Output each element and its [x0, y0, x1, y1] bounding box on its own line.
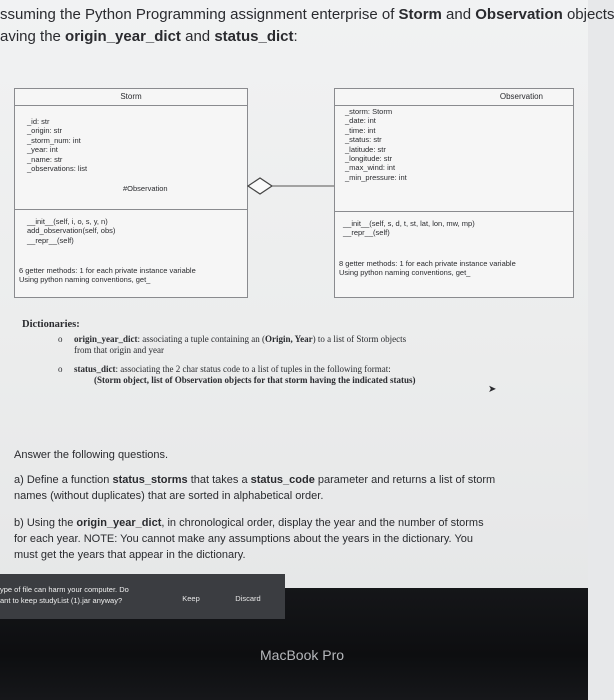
observation-methods: [343, 219, 475, 238]
composition-connector: [200, 170, 340, 200]
attribute: _id: str: [27, 117, 50, 126]
observation-class-box: [334, 88, 574, 298]
question-a: a) Define a function status_storms that takes a status_code parameter and returns a list of storm names (without duplicates) that are sorted in alphabetical order.: [14, 474, 496, 502]
bullet-status-dict: o status_dict: associating the 2 char status code to a list of tuples in the following format: (Storm object, list of Observation objects for that storm having the indicated status): [58, 364, 416, 385]
attribute: _min_pressure: int: [345, 172, 407, 182]
method: __init__(self, s, d, t, st, lat, lon, mw, mp): [343, 219, 475, 228]
observation-getter-note: 8 getter methods: 1 for each private instance variable Using python naming conventions, get_: [339, 259, 516, 278]
mouse-cursor-icon: ➤: [488, 384, 497, 395]
attribute: _latitude: str: [345, 144, 386, 154]
observation-attributes: [345, 107, 407, 182]
keep-button[interactable]: Keep: [178, 590, 204, 606]
method: __repr__(self): [343, 228, 390, 238]
attribute: _status: str: [345, 135, 382, 145]
method: __repr__(self): [27, 235, 74, 245]
attribute: _storm: Storm: [345, 107, 393, 116]
attribute: _max_wind: int: [345, 163, 396, 173]
attribute: _time: int: [345, 125, 376, 135]
dictionaries-heading: Dictionaries:: [22, 319, 80, 330]
discard-button[interactable]: Discard: [230, 590, 266, 606]
device-brand-label: MacBook Pro: [260, 647, 345, 663]
storm-methods-divider: [15, 209, 247, 210]
bullet-circle-icon: o: [58, 364, 63, 374]
bullet-origin-year-dict: o origin_year_dict: associating a tuple containing an (Origin, Year) to a list of Storm objects from that origin and year: [58, 334, 407, 355]
storm-attributes: [27, 117, 87, 173]
composition-diamond-icon: [248, 178, 272, 194]
method: __init__(self, i, o, s, y, n): [27, 217, 108, 226]
storm-getter-note: 6 getter methods: 1 for each private instance variable Using python naming conventions, get_: [19, 266, 196, 285]
bullet-circle-icon: o: [58, 334, 63, 344]
attribute: _longitude: str: [345, 154, 393, 164]
storm-methods: [27, 217, 115, 245]
method: add_observation(self, obs): [27, 226, 116, 236]
attribute: _date: int: [345, 116, 376, 126]
attribute: _observations: list: [27, 164, 88, 174]
attribute: _storm_num: int: [27, 135, 81, 145]
observation-class-title: Observation: [335, 89, 573, 106]
question-b: b) Using the origin_year_dict, in chronological order, display the year and the number of storms for each year. NOTE: You cannot make any assumptions about the years in the dictionary. You must get the years that appear in the dictionary.: [14, 517, 484, 561]
download-warning-text: ype of file can harm your computer. Do ant to keep studyList (1).jar anyway?: [0, 585, 129, 605]
attribute: _name: str: [27, 154, 63, 164]
observation-methods-divider: [335, 211, 573, 212]
attribute: _year: int: [27, 145, 58, 155]
questions-intro: Answer the following questions.: [14, 449, 169, 461]
storm-class-title: Storm: [15, 89, 247, 106]
intro-line-1: ssuming the Python Programming assignment enterprise of Storm and Observation objects: [0, 6, 614, 23]
intro-line-2: aving the origin_year_dict and status_dict:: [0, 28, 298, 45]
download-warning-bar: [0, 574, 285, 619]
storm-association-label: #Observation: [123, 184, 168, 193]
attribute: _origin: str: [27, 126, 63, 136]
